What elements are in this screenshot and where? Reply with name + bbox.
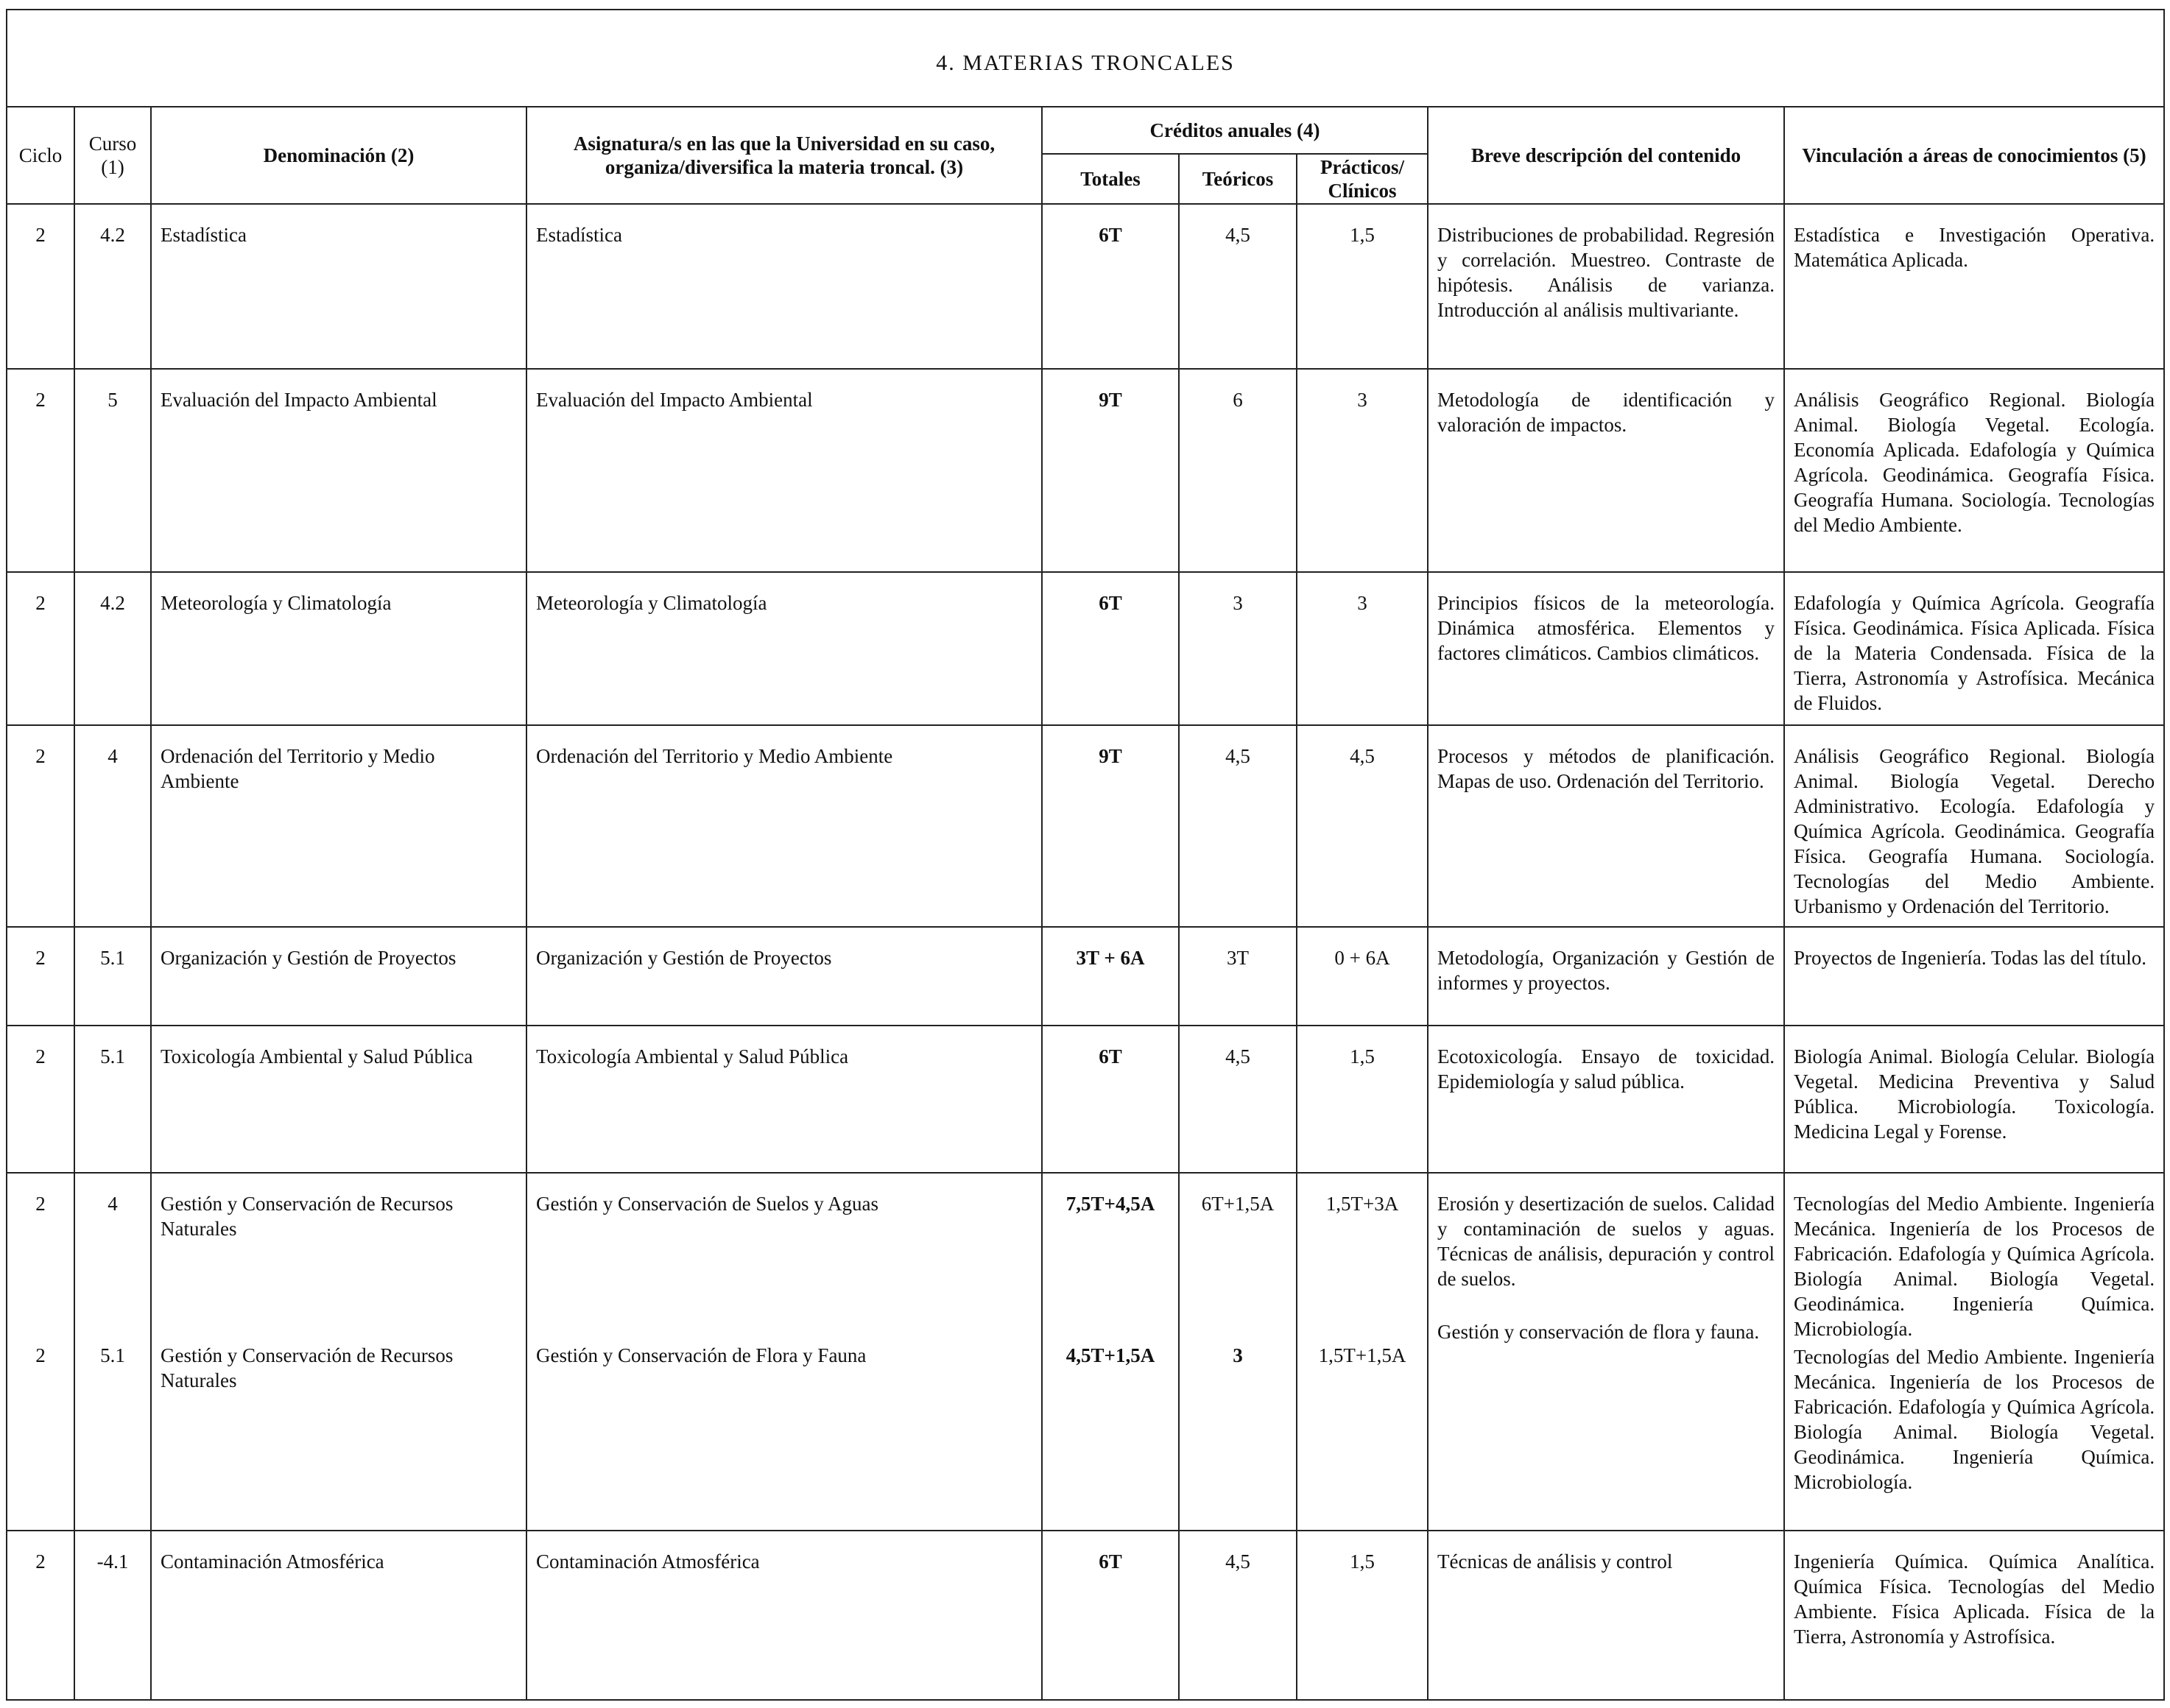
cell-denominacion: Contaminación Atmosférica <box>151 1531 526 1700</box>
cell-vinculacion: Edafología y Química Agrícola. Geografía Física. Geodinámica. Física Aplicada. Física de la Materia Condensada. Física de la Tierra, Astronomía y Astrofísica. Mecánica de Fluidos. <box>1784 572 2164 725</box>
cell-denominacion: Estadística <box>151 204 526 369</box>
cell-asignatura: Ordenación del Territorio y Medio Ambiente <box>526 725 1042 927</box>
cell-ciclo: 2 <box>7 572 74 725</box>
cell-practicos: 1,5 <box>1297 1026 1428 1173</box>
header-creditos: Créditos anuales (4) <box>1042 107 1428 154</box>
cell-curso: 5.1 <box>74 1026 151 1173</box>
table-body <box>7 204 2164 1173</box>
cell-ciclo: 2 <box>7 1026 74 1173</box>
cell-curso: 4.2 <box>74 204 151 369</box>
header-curso: Curso (1) <box>74 107 151 204</box>
cell-teoricos: 4,5 <box>1179 1531 1297 1700</box>
header-teoricos: Teóricos <box>1179 154 1297 204</box>
cell-totales: 9T <box>1042 369 1179 572</box>
cell-totales: 7,5T+4,5A 4,5T+1,5A <box>1042 1173 1179 1531</box>
cell-vinculacion: Análisis Geográfico Regional. Biología Animal. Biología Vegetal. Derecho Administrativo. Ecología. Edafología y Química Agrícola. Geodinámica. Geografía Física. Geografía Humana. Sociología. Tecnologías del Medio Ambiente. Urbanismo y Ordenación del Territorio. <box>1784 725 2164 927</box>
cell-vinculacion: Análisis Geográfico Regional. Biología Animal. Biología Vegetal. Ecología. Economía Aplicada. Edafología y Química Agrícola. Geodinámica. Geografía Física. Geografía Humana. Sociología. Tecnologías del Medio Ambiente. <box>1784 369 2164 572</box>
cell-curso: 4 5.1 <box>74 1173 151 1531</box>
header-totales: Totales <box>1042 154 1179 204</box>
cell-totales: 6T <box>1042 204 1179 369</box>
cell-practicos: 1,5 <box>1297 204 1428 369</box>
document-page <box>6 9 2163 1701</box>
cell-denominacion: Gestión y Conservación de Recursos Naturales Gestión y Conservación de Recursos Naturales <box>151 1173 526 1531</box>
table-row <box>7 927 2164 1026</box>
cell-denominacion: Meteorología y Climatología <box>151 572 526 725</box>
cell-totales: 6T <box>1042 1531 1179 1700</box>
cell-vinculacion: Estadística e Investigación Operativa. Matemática Aplicada. <box>1784 204 2164 369</box>
cell-asignatura: Meteorología y Climatología <box>526 572 1042 725</box>
cell-asignatura: Gestión y Conservación de Suelos y Aguas Gestión y Conservación de Flora y Fauna <box>526 1173 1042 1531</box>
cell-teoricos: 3T <box>1179 927 1297 1026</box>
header-practicos: Prácticos/ Clínicos <box>1297 154 1428 204</box>
cell-practicos: 3 <box>1297 572 1428 725</box>
cell-ciclo: 2 <box>7 204 74 369</box>
cell-descripcion: Metodología de identificación y valoración de impactos. <box>1428 369 1784 572</box>
cell-totales: 3T + 6A <box>1042 927 1179 1026</box>
cell-totales: 6T <box>1042 1026 1179 1173</box>
cell-vinculacion: Ingeniería Química. Química Analítica. Química Física. Tecnologías del Medio Ambiente. Física Aplicada. Física de la Tierra, Astronomía y Astrofísica. <box>1784 1531 2164 1700</box>
cell-ciclo: 2 <box>7 1531 74 1700</box>
header-descripcion: Breve descripción del contenido <box>1428 107 1784 204</box>
cell-asignatura: Contaminación Atmosférica <box>526 1531 1042 1700</box>
table-row <box>7 204 2164 369</box>
cell-descripcion: Metodología, Organización y Gestión de informes y proyectos. <box>1428 927 1784 1026</box>
cell-ciclo: 2 <box>7 927 74 1026</box>
cell-denominacion: Toxicología Ambiental y Salud Pública <box>151 1026 526 1173</box>
header-ciclo: Ciclo <box>7 107 74 204</box>
cell-curso: 4.2 <box>74 572 151 725</box>
cell-descripcion: Técnicas de análisis y control <box>1428 1531 1784 1700</box>
table-row <box>7 369 2164 572</box>
cell-curso: 5.1 <box>74 927 151 1026</box>
cell-curso: 5 <box>74 369 151 572</box>
table-title: 4. MATERIAS TRONCALES <box>7 10 2164 107</box>
table-row <box>7 1173 2164 1531</box>
cell-asignatura: Estadística <box>526 204 1042 369</box>
cell-descripcion: Ecotoxicología. Ensayo de toxicidad. Epidemiología y salud pública. <box>1428 1026 1784 1173</box>
cell-teoricos: 6T+1,5A 3 <box>1179 1173 1297 1531</box>
materias-troncales-table <box>6 9 2165 1701</box>
cell-practicos: 1,5T+3A 1,5T+1,5A <box>1297 1173 1428 1531</box>
table-row <box>7 572 2164 725</box>
cell-denominacion: Organización y Gestión de Proyectos <box>151 927 526 1026</box>
header-asignatura: Asignatura/s en las que la Universidad en su caso, organiza/diversifica la materia troncal. (3) <box>526 107 1042 204</box>
header-vinculacion: Vinculación a áreas de conocimientos (5) <box>1784 107 2164 204</box>
cell-teoricos: 4,5 <box>1179 204 1297 369</box>
table-row <box>7 725 2164 927</box>
cell-descripcion: Principios físicos de la meteorología. Dinámica atmosférica. Elementos y factores climáticos. Cambios climáticos. <box>1428 572 1784 725</box>
cell-asignatura: Toxicología Ambiental y Salud Pública <box>526 1026 1042 1173</box>
cell-asignatura: Evaluación del Impacto Ambiental <box>526 369 1042 572</box>
cell-ciclo: 2 <box>7 725 74 927</box>
cell-practicos: 0 + 6A <box>1297 927 1428 1026</box>
cell-descripcion: Procesos y métodos de planificación. Mapas de uso. Ordenación del Territorio. <box>1428 725 1784 927</box>
cell-ciclo: 2 <box>7 369 74 572</box>
cell-teoricos: 4,5 <box>1179 1026 1297 1173</box>
cell-curso: 4 <box>74 725 151 927</box>
header-denominacion: Denominación (2) <box>151 107 526 204</box>
cell-denominacion: Ordenación del Territorio y Medio Ambiente <box>151 725 526 927</box>
cell-teoricos: 6 <box>1179 369 1297 572</box>
cell-practicos: 1,5 <box>1297 1531 1428 1700</box>
cell-vinculacion: Biología Animal. Biología Celular. Biología Vegetal. Medicina Preventiva y Salud Pública. Microbiología. Toxicología. Medicina Legal y Forense. <box>1784 1026 2164 1173</box>
cell-denominacion: Evaluación del Impacto Ambiental <box>151 369 526 572</box>
cell-practicos: 3 <box>1297 369 1428 572</box>
cell-descripcion: Distribuciones de probabilidad. Regresión y correlación. Muestreo. Contraste de hipótesis. Análisis de varianza. Introducción al análisis multivariante. <box>1428 204 1784 369</box>
cell-totales: 9T <box>1042 725 1179 927</box>
cell-descripcion: Erosión y desertización de suelos. Calidad y contaminación de suelos y aguas. Técnicas de análisis, depuración y control de suelos. Gestión y conservación de flora y fauna. <box>1428 1173 1784 1531</box>
cell-asignatura: Organización y Gestión de Proyectos <box>526 927 1042 1026</box>
cell-totales: 6T <box>1042 572 1179 725</box>
table-row <box>7 1026 2164 1173</box>
cell-vinculacion: Tecnologías del Medio Ambiente. Ingeniería Mecánica. Ingeniería de los Procesos de Fabricación. Edafología y Química Agrícola. Biología Animal. Biología Vegetal. Geodinámica. Ingeniería Química. Microbiología. Tecnologías del Medio Ambiente. Ingeniería Mecánica. Ingeniería de los Procesos de Fabricación. Edafología y Química Agrícola. Biología Animal. Biología Vegetal. Geodinámica. Ingeniería Química. Microbiología. <box>1784 1173 2164 1531</box>
cell-ciclo: 2 2 <box>7 1173 74 1531</box>
cell-practicos: 4,5 <box>1297 725 1428 927</box>
cell-teoricos: 3 <box>1179 572 1297 725</box>
cell-teoricos: 4,5 <box>1179 725 1297 927</box>
cell-curso: -4.1 <box>74 1531 151 1700</box>
table-row <box>7 1531 2164 1700</box>
cell-vinculacion: Proyectos de Ingeniería. Todas las del título. <box>1784 927 2164 1026</box>
